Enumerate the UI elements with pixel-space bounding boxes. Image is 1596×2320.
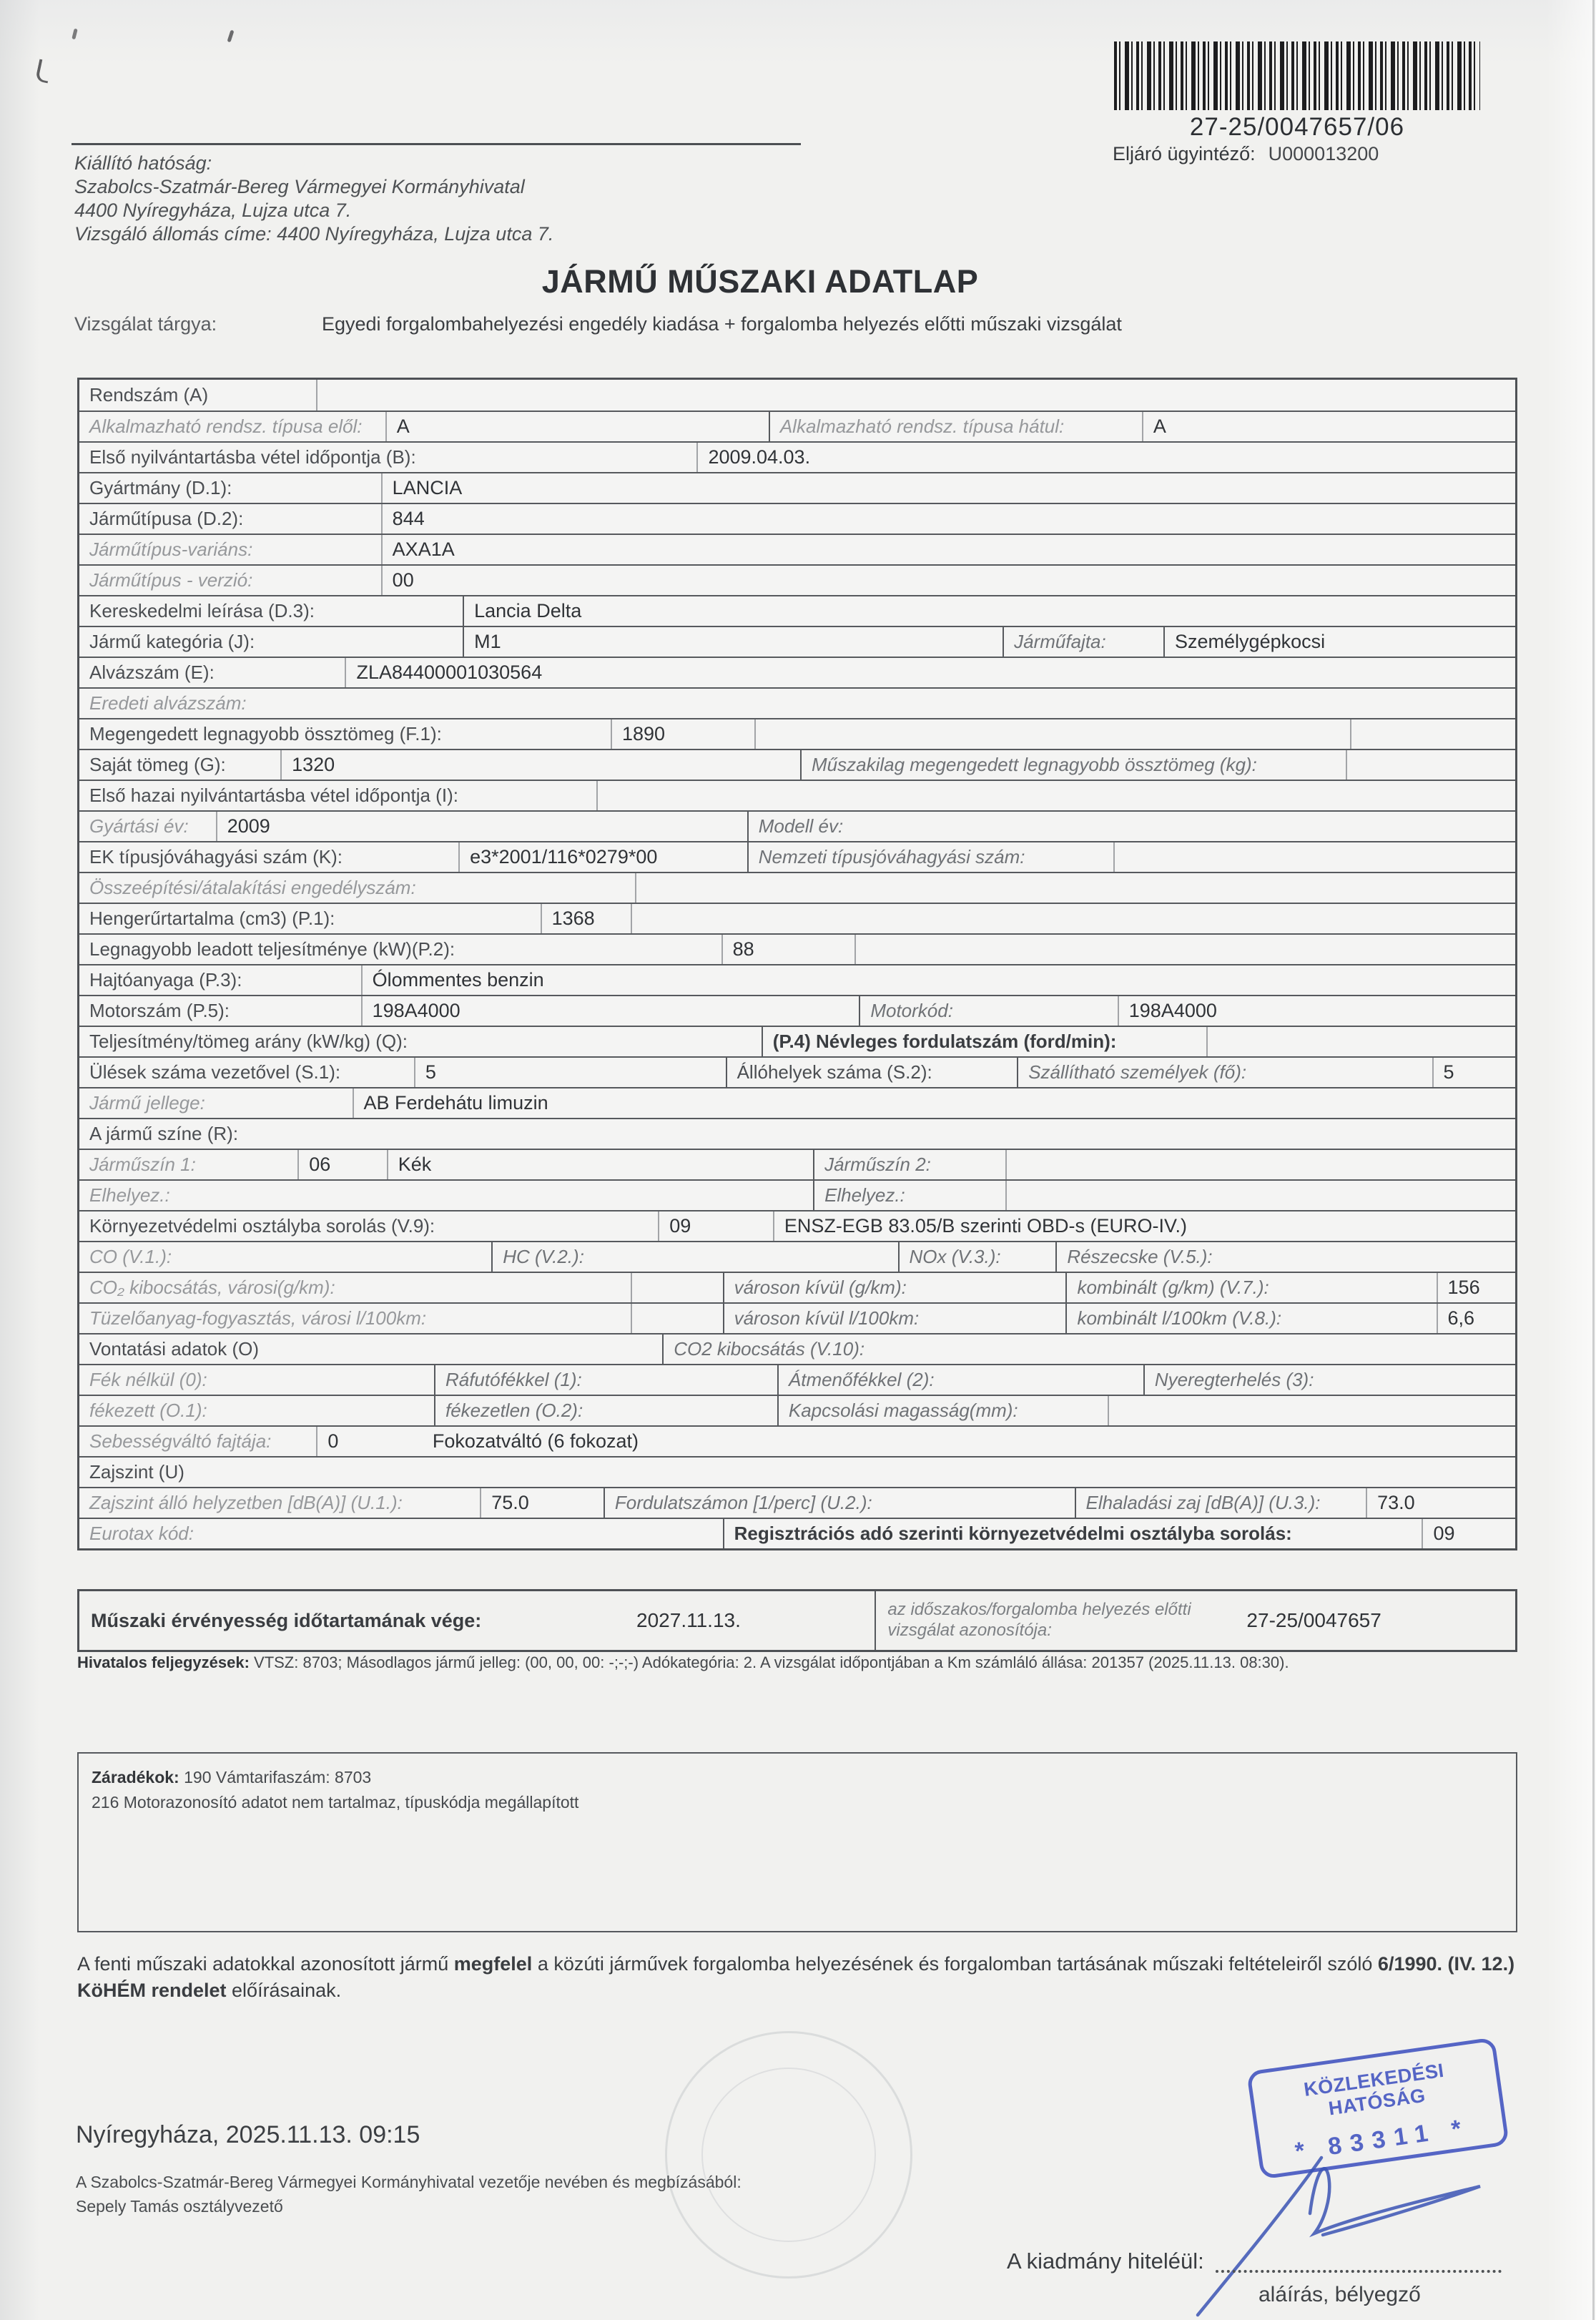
table-cell: fékezett (O.1): [89,1400,207,1421]
table-cell: kombinált l/100km (V.8.): [1065,1304,1436,1333]
table-row [79,872,1515,903]
table-cell: városon kívül l/100km: [723,1304,1066,1333]
table-cell: Gyártási év: [89,815,189,837]
table-row [79,657,1515,687]
table-cell: Zajszint álló helyzetben [dB(A)] (U.1.): [89,1492,403,1513]
official-notes-label: Hivatalos feljegyzések: [77,1653,250,1671]
table-row [79,1487,1515,1518]
validity-label: Műszaki érvényesség időtartamának vége: [91,1609,482,1631]
pen-mark-icon [72,29,77,40]
statement-segment: előírásainak. [226,1980,342,2001]
table-cell: Elhaladási zaj [dB(A)] (U.3.): [1075,1488,1366,1518]
table-row [79,1026,1515,1056]
table-cell: Gyártmány (D.1): [89,477,232,498]
table-row [79,995,1515,1026]
pre-registration-inspection-id-label: az időszakos/forgalomba helyezés előtti vizsgálat azonosítója: [875,1591,1235,1650]
table-cell-empty [297,1181,813,1210]
table-row [79,810,1515,841]
issuer-block [74,152,861,246]
table-cell: Sebességváltó fajtája: [89,1430,272,1452]
table-cell: fékezetlen (O.2): [434,1396,777,1425]
table-cell: 2009 [216,812,747,841]
table-cell: e3*2001/116*0279*00 [458,842,747,872]
case-officer-line [1113,143,1379,165]
official-notes-text: VTSZ: 8703; Másodlagos jármű jelleg: (00, 00, 00: -;-;-) Adókategória: 2. A vizsgálat időpontjában a Km számláló állása: 201357 (2025.11.13. 08:30). [249,1653,1289,1671]
table-cell: NOx (V.3.): [898,1242,1056,1272]
page-title: JÁRMŰ MŰSZAKI ADATLAP [541,263,979,300]
table-row [79,595,1515,626]
barcode-icon [1114,41,1480,110]
clauses-line2: 216 Motorazonosító adatot nem tartalmaz, típuskódja megállapított [92,1793,579,1812]
clauses-box [77,1752,1517,1932]
table-cell: 75.0 [480,1488,604,1518]
table-cell: AXA1A [381,535,1515,564]
table-cell: Ólommentes benzin [361,965,1515,995]
table-row [79,1241,1515,1272]
table-cell: Alkalmazható rendsz. típusa hátul: [769,412,1142,441]
table-cell: Kék [387,1150,813,1179]
pre-registration-inspection-id-value: 27-25/0047657 [1246,1609,1381,1631]
table-cell-empty [1005,1150,1515,1179]
table-cell: Ülések száma vezetővel (S.1): [89,1061,341,1083]
table-row [79,1056,1515,1087]
table-row [79,964,1515,995]
table-cell: Műszakilag megengedett legnagyobb össztömeg (kg): [800,750,1346,780]
table-cell: Megengedett legnagyobb össztömeg (F.1): [89,723,442,744]
table-row [79,441,1515,472]
table-row [79,411,1515,441]
table-row [79,1179,1515,1210]
table-cell: Regisztrációs adó szerinti környezetvédelmi osztályba sorolás: [723,1519,1422,1548]
issuer-station: Vizsgáló állomás címe: 4400 Nyíregyháza, Lujza utca 7. [74,223,554,245]
scan-edge-artifact [1592,0,1595,2320]
table-cell: EK típusjóváhagyási szám (K): [89,846,343,867]
table-cell: CO (V.1.): [89,1246,172,1267]
table-cell-empty [596,781,1515,810]
official-notes [77,1653,1519,1672]
header-divider [72,143,801,145]
table-cell: Jármű kategória (J): [89,631,255,652]
table-cell: ZLA84400001030564 [345,658,1515,687]
table-row [79,1302,1515,1333]
table-row [79,718,1515,749]
validity-date: 2027.11.13. [636,1609,741,1631]
faint-round-stamp-icon [665,2031,912,2279]
table-row [79,472,1515,503]
table-row [79,1456,1515,1487]
table-row [79,1210,1515,1241]
table-cell: Járműtípusa (D.2): [89,508,244,529]
table-cell: Járműszín 2: [813,1150,1005,1179]
table-cell: Alkalmazható rendsz. típusa elől: [89,416,363,437]
table-cell: Fokozatváltó (6 fokozat) [432,1430,639,1452]
table-cell: 00 [381,566,1515,595]
table-row [79,749,1515,780]
clauses-line1 [92,1765,1503,1790]
table-cell-empty [631,1304,723,1333]
table-cell: városon kívül (g/km): [723,1273,1066,1302]
table-cell: 6,6 [1437,1304,1515,1333]
table-cell: Zajszint (U) [89,1461,184,1483]
table-cell: Eurotax kód: [89,1523,194,1544]
case-officer-label: Eljáró ügyintéző: [1113,143,1256,164]
table-cell: Hengerűrtartalma (cm3) (P.1): [89,908,335,929]
signer-name-title: Sepely Tamás osztályvezető [76,2197,283,2216]
table-cell: (P.4) Névleges fordulatszám (ford/min): [762,1027,1206,1056]
table-cell: Nyeregterhelés (3): [1143,1365,1515,1395]
table-cell: 06 [297,1150,386,1179]
issuer-heading: Kiállító hatóság: [74,152,212,174]
table-cell-empty [631,904,1515,933]
table-cell-empty [1005,1181,1515,1210]
table-cell: Elhelyez.: [89,1184,170,1206]
table-row [79,1333,1515,1364]
table-cell: 09 [658,1211,773,1241]
table-row [79,1518,1515,1548]
table-cell: 1320 [280,750,800,780]
inspection-subject-label: Vizsgálat tárgya: [74,313,217,335]
table-row [79,1425,1515,1456]
table-row [79,626,1515,657]
clauses-label: Záradékok: [92,1768,179,1786]
table-cell: Átmenőfékkel (2): [777,1365,1143,1395]
table-cell: Fordulatszámon [1/perc] (U.2.): [604,1488,1075,1518]
table-cell: Nemzeti típusjóváhagyási szám: [747,842,1113,872]
authority-stamp-number: * 83311 * [1293,2113,1472,2166]
table-cell-empty [631,1273,723,1302]
signature-dotted-line [1216,2246,1502,2273]
table-cell: 1890 [611,719,754,749]
table-cell: Modell év: [747,812,1515,841]
table-cell: Motorkód: [859,996,1117,1026]
table-row [79,1149,1515,1179]
table-cell: HC (V.2.): [491,1242,897,1272]
issuer-name: Szabolcs-Szatmár-Bereg Vármegyei Kormányhivatal [74,176,525,197]
table-cell-empty [1064,1335,1515,1364]
clauses-line1-rest: 190 Vámtarifaszám: 8703 [179,1768,372,1786]
table-cell: A [385,412,769,441]
table-row [79,1364,1515,1395]
table-cell: 88 [721,935,855,964]
table-cell: Saját tömeg (G): [89,754,226,775]
table-cell: 09 [1422,1519,1515,1548]
table-row [79,1272,1515,1302]
table-row [79,1118,1515,1149]
table-cell: 0 [316,1427,423,1456]
table-cell: AB Ferdehátu limuzin [353,1088,1515,1118]
table-cell: 844 [381,504,1515,534]
table-cell-empty [854,935,1515,964]
table-cell: 5 [414,1058,726,1087]
pen-mark-icon [227,30,234,43]
table-row [79,534,1515,564]
statement-segment: megfelel [453,1953,533,1975]
table-cell: Hajtóanyaga (P.3): [89,969,242,991]
table-cell-empty [1346,750,1515,780]
vehicle-table [77,378,1517,1550]
table-cell: Kereskedelmi leírása (D.3): [89,600,315,621]
table-cell: Legnagyobb leadott teljesítménye (kW)(P.2): [89,938,455,960]
validity-box [77,1589,1517,1652]
table-cell: Motorszám (P.5): [89,1000,230,1021]
table-row [79,841,1515,872]
table-cell: 156 [1437,1273,1515,1302]
table-cell: Szállítható személyek (fő): [1017,1058,1432,1087]
table-cell: Alvázszám (E): [89,662,215,683]
table-row [79,903,1515,933]
table-cell: Járműszín 1: [89,1154,196,1175]
table-cell: Tüzelőanyag-fogyasztás, városi l/100km: [89,1307,427,1329]
table-row [79,1087,1515,1118]
attestation-label: A kiadmány hiteléül: [1007,2248,1204,2274]
pen-mark-icon [35,59,52,83]
barcode-number: 27-25/0047657/06 [1189,113,1405,141]
table-cell: Környezetvédelmi osztályba sorolás (V.9): [89,1215,435,1237]
statement-segment: a közúti járművek forgalomba helyezésének és forgalomban tartásának műszaki feltételeiről szóló [532,1953,1378,1975]
table-cell: Jármű jellege: [89,1092,205,1114]
table-cell: Rendszám (A) [89,384,209,405]
table-cell-empty [635,873,1515,903]
table-cell-empty [1206,1027,1515,1056]
table-cell-empty [316,380,1515,411]
table-cell: LANCIA [381,473,1515,503]
table-cell: 5 [1432,1058,1515,1087]
table-cell: Elhelyez.: [813,1181,1005,1210]
table-row [79,1395,1515,1425]
table-cell: A jármű színe (R): [89,1123,239,1144]
table-cell: Első nyilvántartásba vétel időpontja (B): [89,446,416,468]
table-cell: Első hazai nyilvántartásba vétel időpontja (I): [89,785,458,806]
table-cell: 73.0 [1366,1488,1515,1518]
table-cell: Fék nélkül (0): [89,1369,207,1390]
table-cell: 198A4000 [1118,996,1515,1026]
table-cell: Lancia Delta [463,596,1515,626]
table-cell: Részecske (V.5.): [1055,1242,1515,1272]
table-row [79,933,1515,964]
statement-segment: A fenti műszaki adatokkal azonosított jármű [77,1953,454,1975]
table-cell-empty [1113,842,1515,872]
table-cell: Vontatási adatok (O) [89,1338,260,1360]
inspection-subject-text: Egyedi forgalombahelyezési engedély kiadása + forgalomba helyezés előtti műszaki vizsgálat [322,313,1122,335]
table-row [79,380,1515,411]
place-and-date: Nyíregyháza, 2025.11.13. 09:15 [76,2121,420,2148]
table-cell: Járműtípus - verzió: [89,569,253,591]
table-cell: Állóhelyek száma (S.2): [726,1058,1018,1087]
table-cell-empty [754,719,1350,749]
table-cell: Ráfutófékkel (1): [434,1365,777,1395]
table-cell: CO2 kibocsátás (V.10): [662,1335,1064,1364]
table-cell: Eredeti alvázszám: [89,692,247,714]
issued-on-behalf-line: A Szabolcs-Szatmár-Bereg Vármegyei Kormányhivatal vezetője nevében és megbízásából: [76,2173,742,2191]
table-cell-empty [1350,719,1515,749]
table-row [79,687,1515,718]
table-cell: 1368 [541,904,631,933]
table-cell: Személygépkocsi [1163,627,1515,657]
table-cell: A [1142,412,1515,441]
table-cell: M1 [463,627,1003,657]
table-cell: 198A4000 [361,996,859,1026]
statement-segment: 6/1990. (IV. 12.) KöHÉM rendelet [77,1953,1515,2001]
table-cell: Teljesítmény/tömeg arány (kW/kg) (Q): [89,1031,408,1052]
table-cell: Összeépítési/átalakítási engedélyszám: [89,877,416,898]
table-row [79,503,1515,534]
signature-caption: aláírás, bélyegző [1258,2283,1421,2306]
table-cell-empty [1108,1396,1515,1425]
authority-stamp-text: KÖZLEKEDÉSI HATÓSÁG [1302,2059,1446,2120]
table-cell: CO₂ kibocsátás, városi(g/km): [89,1277,335,1298]
table-cell: Járműtípus-variáns: [89,539,253,560]
issuer-address: 4400 Nyíregyháza, Lujza utca 7. [74,200,352,221]
table-row [79,780,1515,810]
table-cell: Kapcsolási magasság(mm): [777,1396,1108,1425]
table-cell: ENSZ-EGB 83.05/B szerinti OBD-s (EURO-IV.) [773,1211,1515,1241]
table-cell: kombinált (g/km) (V.7.): [1065,1273,1436,1302]
statement [77,1951,1523,2004]
table-row [79,564,1515,595]
table-cell: 2009.04.03. [696,443,1515,472]
case-officer-value: U000013200 [1268,143,1379,164]
table-cell: Járműfajta: [1003,627,1163,657]
